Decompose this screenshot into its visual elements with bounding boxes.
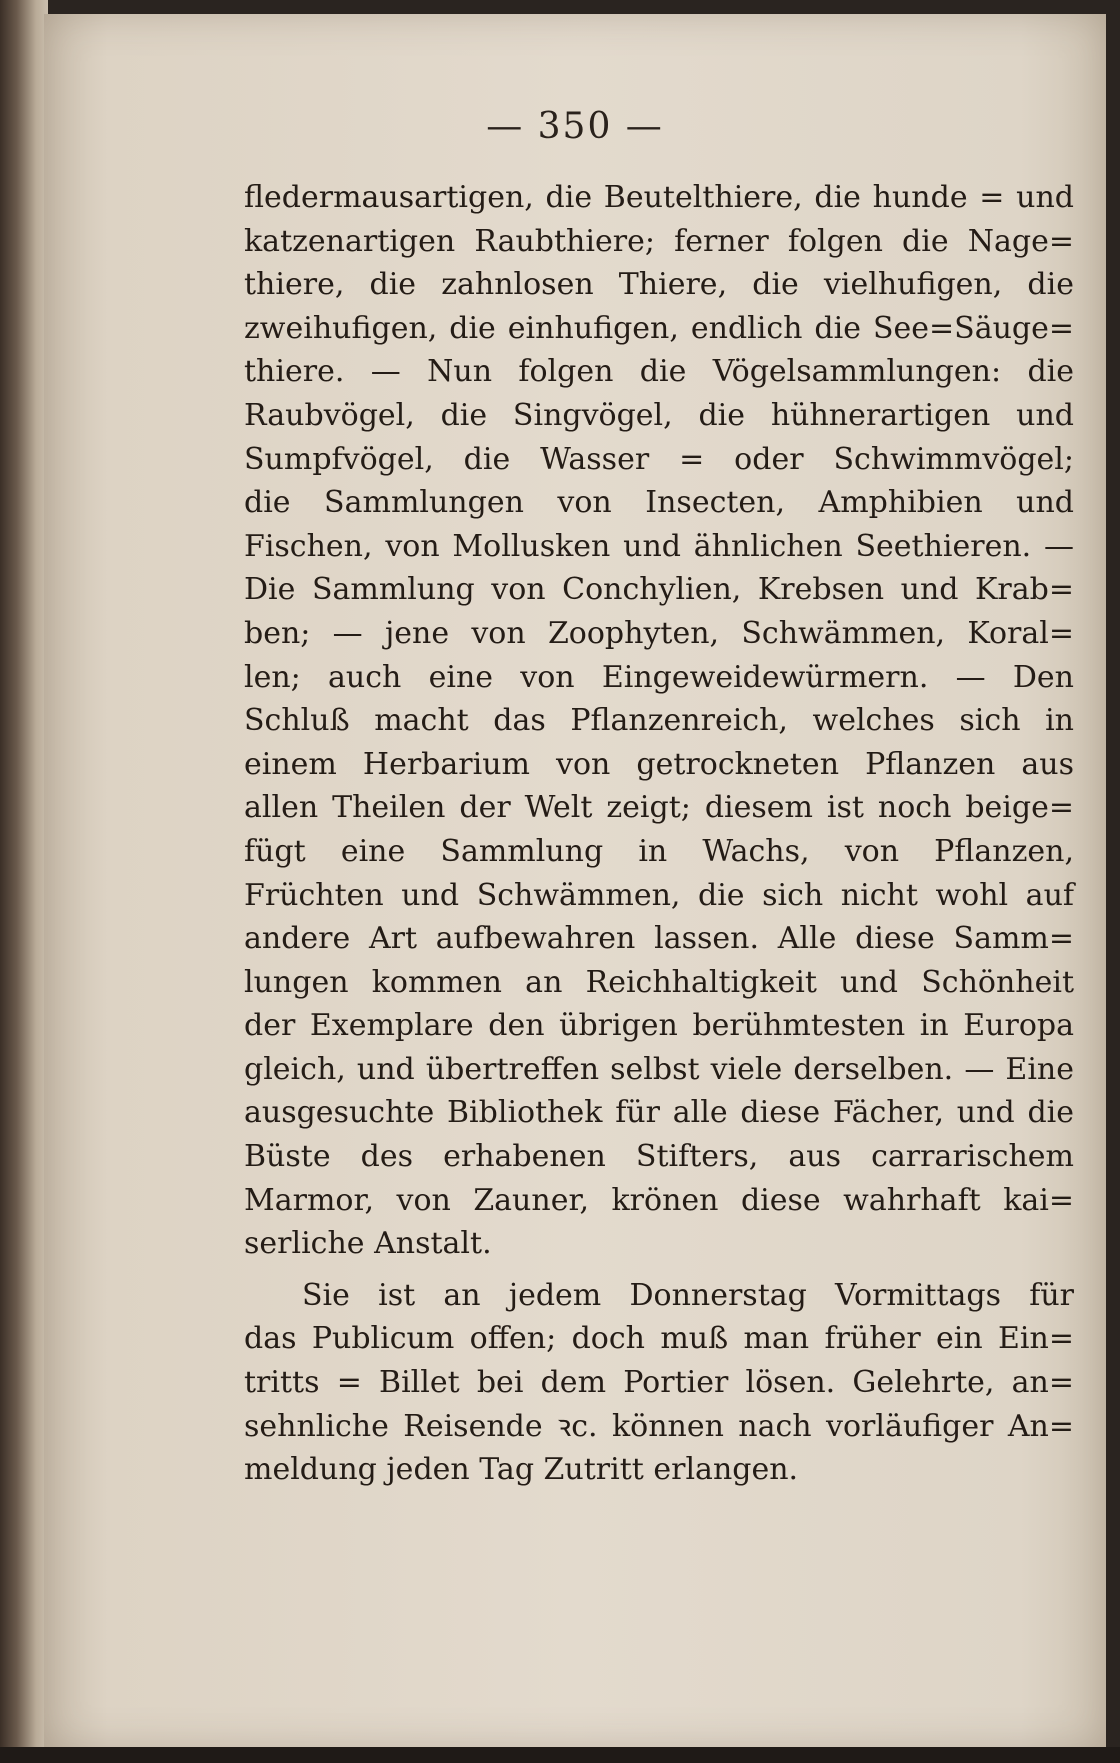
text-line: tritts = Billet bei dem Portier lösen. Gelehrte, an= [244, 1365, 1074, 1401]
text-line: allen Theilen der Welt zeigt; diesem ist noch beige= [244, 790, 1074, 826]
page-number-header: — 350 — [486, 106, 664, 147]
text-line: thiere, die zahnlosen Thiere, die vielhufigen, die [244, 267, 1074, 303]
text-line: Marmor, von Zauner, krönen diese wahrhaft kai= [244, 1182, 1074, 1218]
paragraph-2 [244, 1274, 1074, 1492]
page-bottom-edge [0, 1747, 1120, 1763]
text-line: Raubvögel, die Singvögel, die hühnerartigen und [244, 397, 1074, 433]
text-line: lungen kommen an Reichhaltigkeit und Schönheit [244, 964, 1074, 1000]
text-line: andere Art aufbewahren lassen. Alle diese Samm= [244, 921, 1074, 957]
text-line: sehnliche Reisende ꝛc. können nach vorläufiger An= [244, 1408, 1074, 1444]
text-line: Die Sammlung von Conchylien, Krebsen und Krab= [244, 572, 1074, 608]
text-line: Schluß macht das Pflanzenreich, welches sich in [244, 703, 1074, 739]
text-line: Fischen, von Mollusken und ähnlichen Seethieren. — [244, 528, 1074, 564]
book-binding [0, 0, 48, 1763]
text-line: ausgesuchte Bibliothek für alle diese Fächer, und die [244, 1095, 1074, 1131]
page-body-text [244, 176, 1074, 1492]
paragraph-1 [244, 176, 1074, 1266]
book-page [44, 14, 1106, 1749]
text-line: fügt eine Sammlung in Wachs, von Pflanzen, [244, 833, 1074, 869]
text-line: das Publicum offen; doch muß man früher ein Ein= [244, 1321, 1074, 1357]
text-line: gleich, und übertreffen selbst viele derselben. — Eine [244, 1051, 1074, 1087]
text-line: len; auch eine von Eingeweidewürmern. — Den [244, 659, 1074, 695]
text-line: einem Herbarium von getrockneten Pflanzen aus [244, 746, 1074, 782]
text-line: Früchten und Schwämmen, die sich nicht wohl auf [244, 877, 1074, 913]
text-line: der Exemplare den übrigen berühmtesten in Europa [244, 1008, 1074, 1044]
text-line: zweihufigen, die einhufigen, endlich die See=Säuge= [244, 310, 1074, 346]
text-line: ben; — jene von Zoophyten, Schwämmen, Koral= [244, 615, 1074, 651]
text-line: meldung jeden Tag Zutritt erlangen. [244, 1452, 799, 1488]
text-line: serliche Anstalt. [244, 1226, 492, 1262]
text-line: Sie ist an jedem Donnerstag Vormittags für [302, 1277, 1074, 1313]
text-line: die Sammlungen von Insecten, Amphibien und [244, 485, 1074, 521]
text-line: thiere. — Nun folgen die Vögelsammlungen: die [244, 354, 1074, 390]
text-line: Sumpfvögel, die Wasser = oder Schwimmvögel; [244, 441, 1074, 477]
text-line: Büste des erhabenen Stifters, aus carrarischem [244, 1139, 1074, 1175]
text-line: fledermausartigen, die Beutelthiere, die hunde = und [244, 180, 1074, 215]
text-line: katzenartigen Raubthiere; ferner folgen die Nage= [244, 223, 1074, 259]
